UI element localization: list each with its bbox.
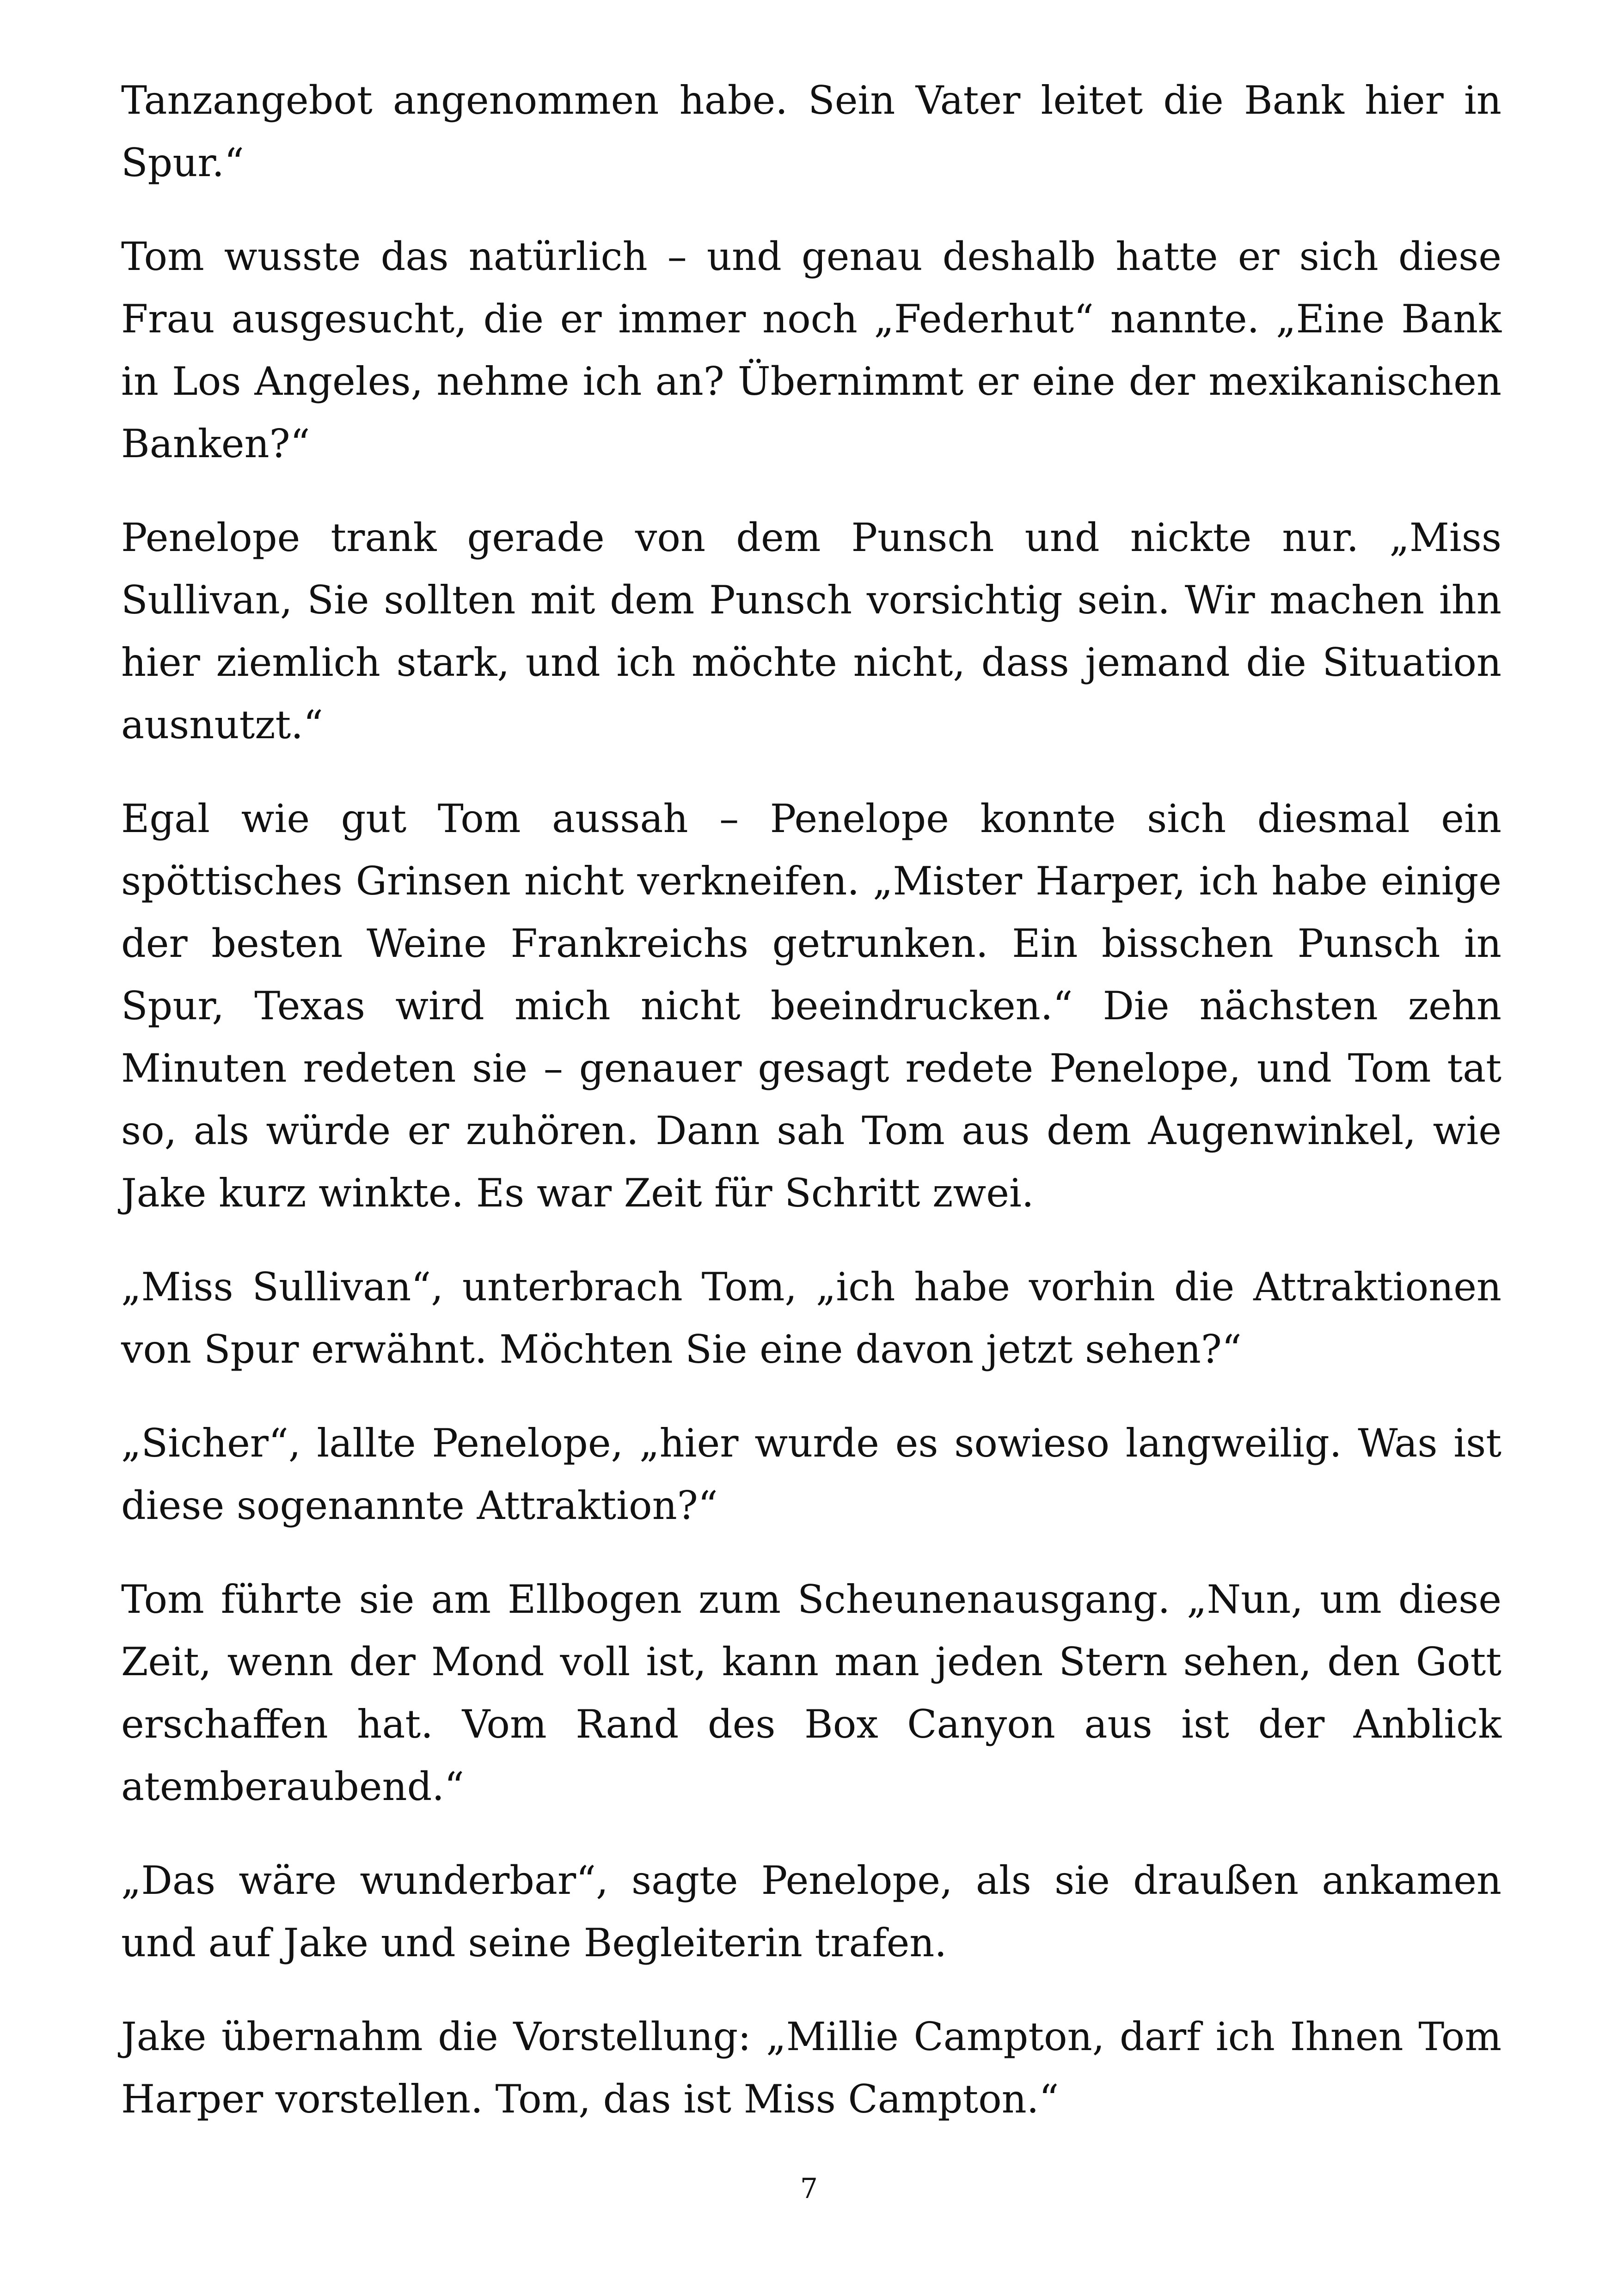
page-number: 7 xyxy=(800,2173,818,2205)
paragraph: „Sicher“, lallte Penelope, „hier wurde es sowieso langweilig. Was ist diese sogenannte Attraktion?“ xyxy=(121,1420,1502,1528)
paragraph: Egal wie gut Tom aussah – Penelope konnte sich diesmal ein spöttisches Grinsen nicht verkneifen. „Mister Harper, ich habe einige der besten Weine Frankreichs getrunken. Ein bisschen Punsch in Spur, Texas wird mich nicht beeindrucken.“ Die nächsten zehn Minuten redeten sie – genauer gesagt redete Penelope, und Tom tat so, als würde er zuhören. Dann sah Tom aus dem Augenwinkel, wie Jake kurz winkte. Es war Zeit für Schritt zwei. xyxy=(121,796,1502,1216)
paragraph: Jake übernahm die Vorstellung: „Millie Campton, darf ich Ihnen Tom Harper vorstellen. Tom, das ist Miss Campton.“ xyxy=(121,2014,1502,2122)
paragraph: „Das wäre wunderbar“, sagte Penelope, als sie draußen ankamen und auf Jake und seine Begleiterin trafen. xyxy=(121,1858,1502,1965)
body-text xyxy=(121,69,1502,2162)
paragraph: Tom wusste das natürlich – und genau deshalb hatte er sich diese Frau ausgesucht, die er immer noch „Federhut“ nannte. „Eine Bank in Los Angeles, nehme ich an? Übernimmt er eine der mexikanischen Banken?“ xyxy=(121,234,1502,466)
paragraph: „Miss Sullivan“, unterbrach Tom, „ich habe vorhin die Attraktionen von Spur erwähnt. Möchten Sie eine davon jetzt sehen?“ xyxy=(121,1264,1502,1372)
paragraph: Penelope trank gerade von dem Punsch und nickte nur. „Miss Sullivan, Sie sollten mit dem Punsch vorsichtig sein. Wir machen ihn hier ziemlich stark, und ich möchte nicht, dass jemand die Situation ausnutzt.“ xyxy=(121,515,1502,747)
paragraph: Tanzangebot angenommen habe. Sein Vater leitet die Bank hier in Spur.“ xyxy=(121,78,1502,185)
paragraph: Tom führte sie am Ellbogen zum Scheunenausgang. „Nun, um diese Zeit, wenn der Mond voll ist, kann man jeden Stern sehen, den Gott erschaffen hat. Vom Rand des Box Canyon aus ist der Anblick atemberaubend.“ xyxy=(121,1577,1502,1809)
